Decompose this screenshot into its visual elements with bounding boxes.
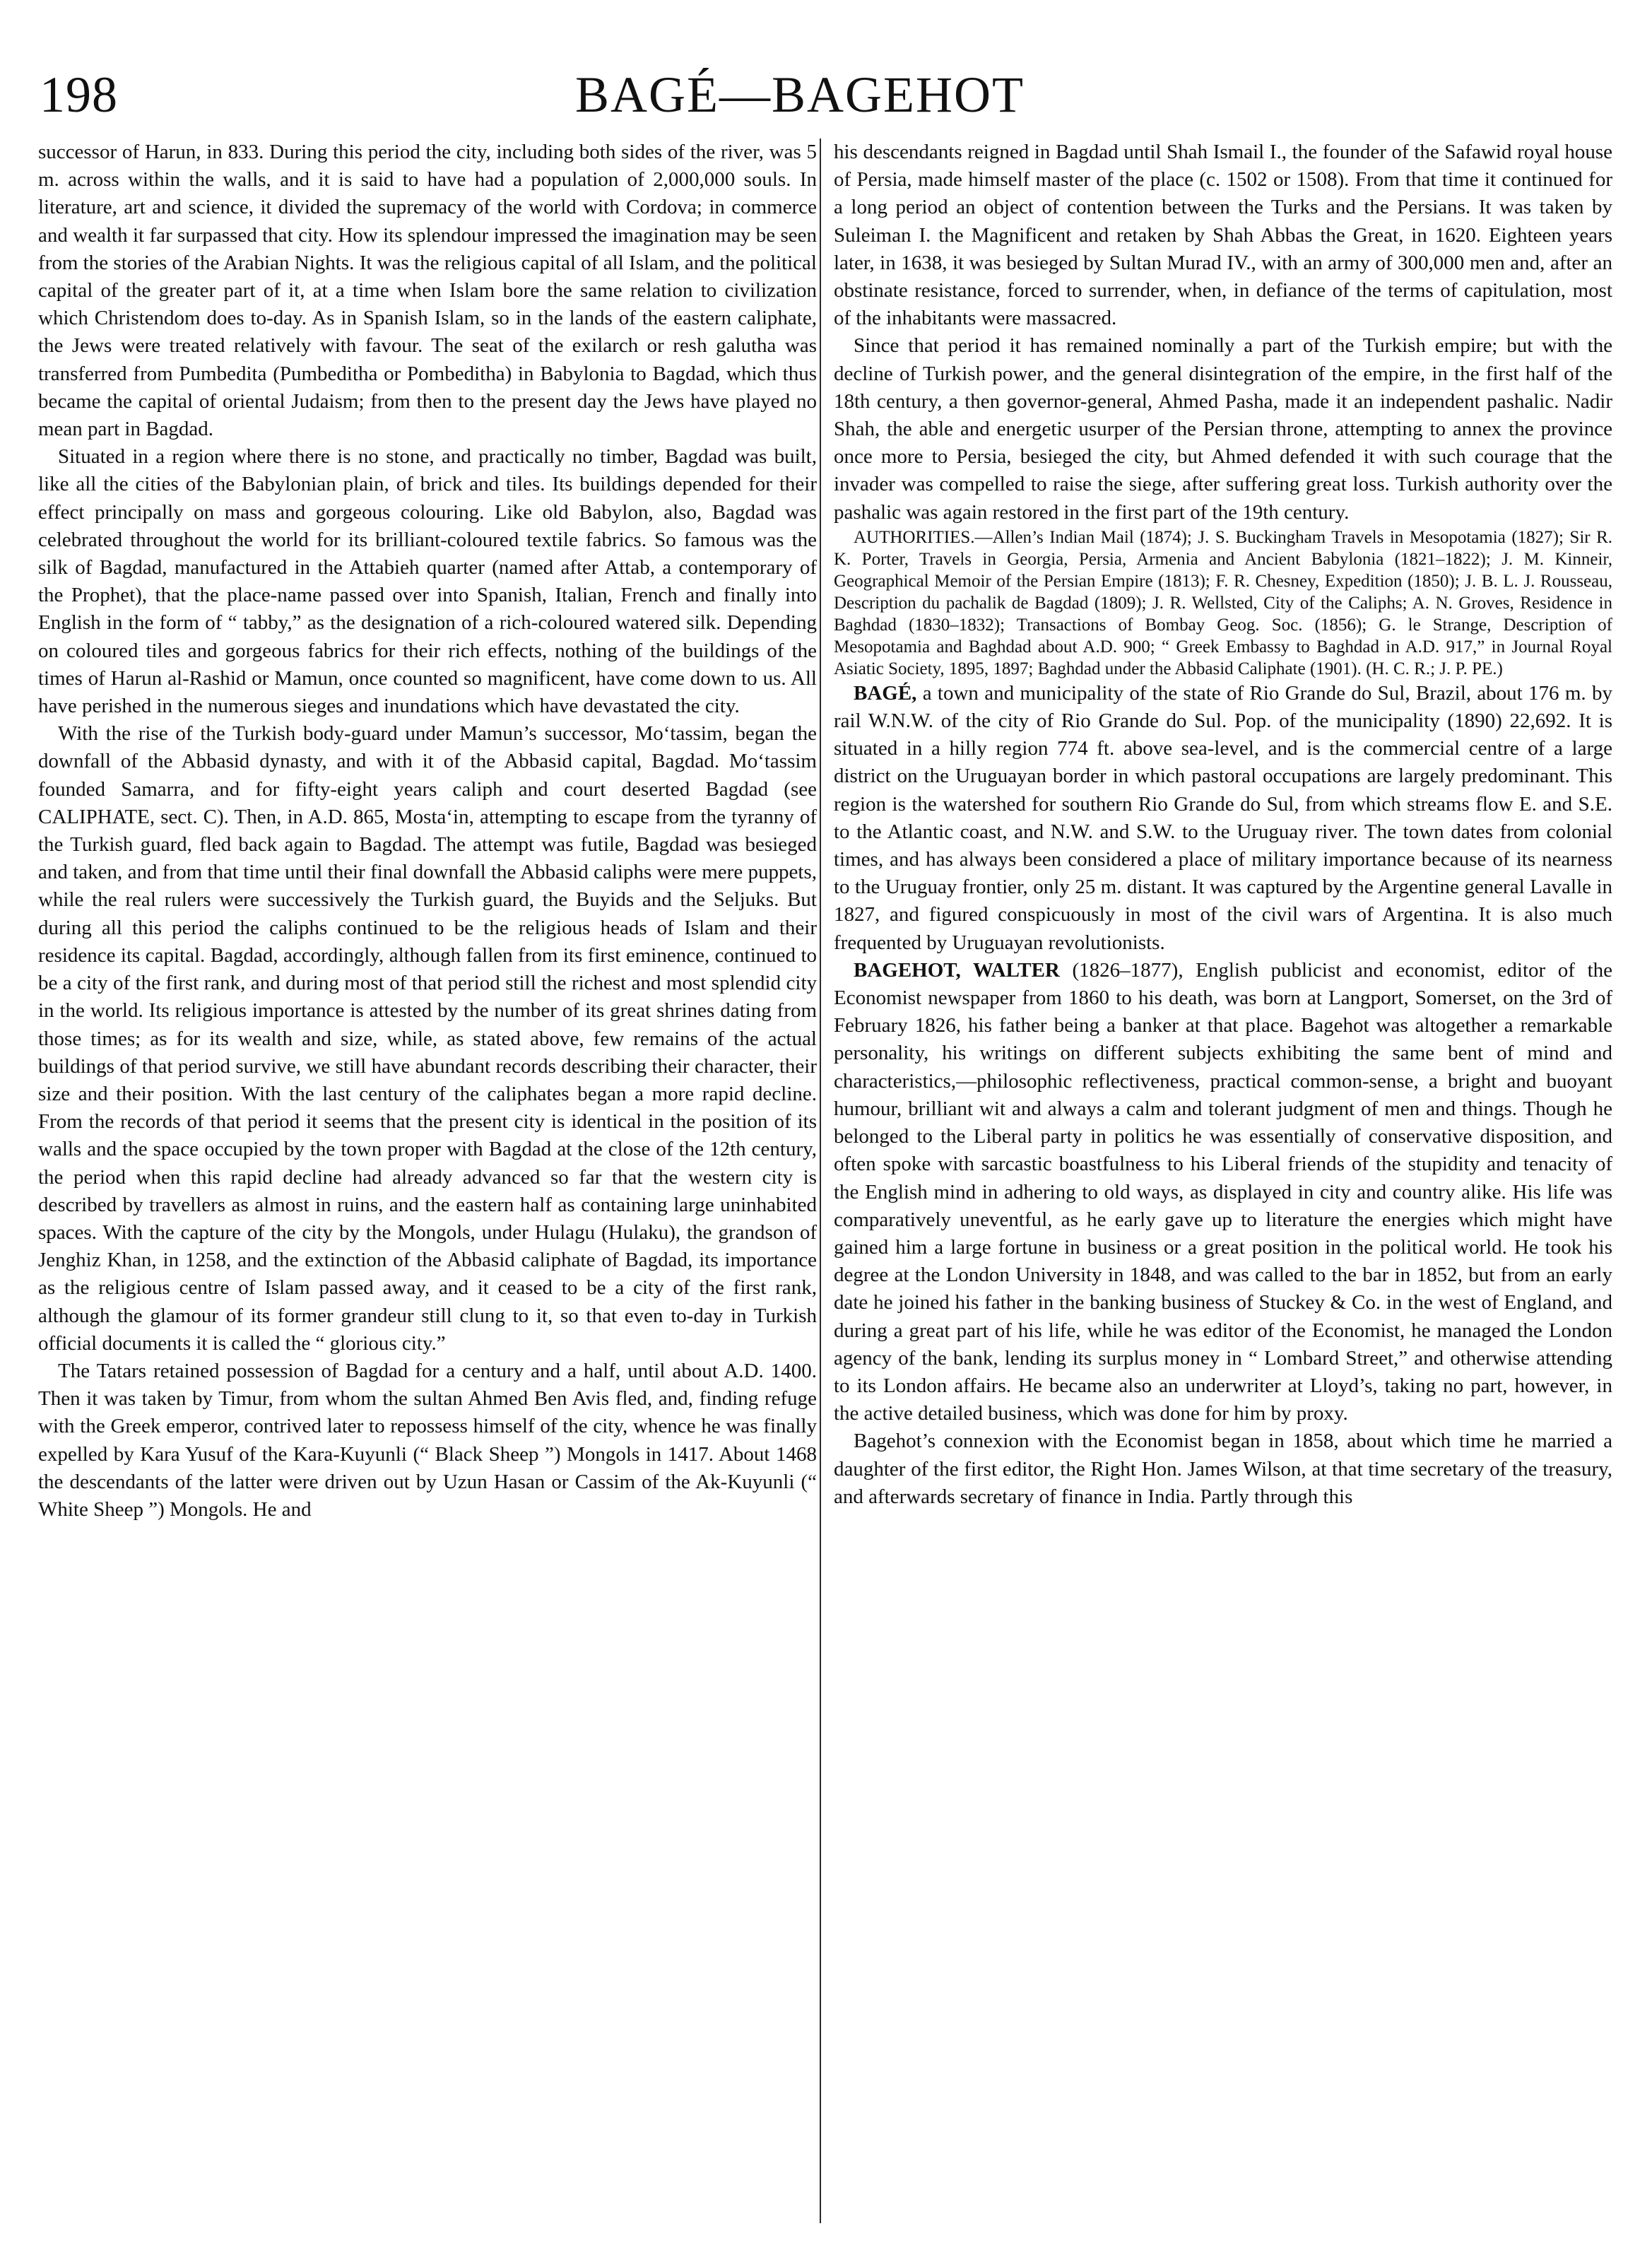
entry-bage xyxy=(834,680,1612,957)
paragraph-bagdad-persians: his descendants reigned in Bagdad until Shah Ismail I., the founder of the Safawid royal house of Persia, made himself master of the place (c. 1502 or 1508). From that time it continued for a long period an object of contention between the Turks and the Persians. It was taken by Suleiman I. the Magnificent and retaken by Shah Abbas the Great, in 1620. Eighteen years later, in 1638, it was besieged by Sultan Murad IV., with an army of 300,000 men and, after an obstinate resistance, forced to surrender, when, in defiance of the terms of capitulation, most of the inhabitants were massacred. xyxy=(834,141,1612,330)
entry-bage-text: a town and municipality of the state of Rio Grande do Sul, Brazil, about 176 m. by rail W.N.W. of the city of Rio Grande do Sul. Pop. of the municipality (1890) 22,692. It is situated in a hilly region 774 ft. above sea-level, and is the commercial centre of a large district on the Uruguayan border in which pastoral occupations are largely predominant. This region is the watershed for southern Rio Grande do Sul, from which streams flow E. and S.E. to the Atlantic coast, and N.W. and S.W. to the Uruguay river. The town dates from colonial times, and has always been considered a place of military importance because of its nearness to the Uruguay frontier, only 25 m. distant. It was captured by the Argentine general Lavalle in 1827, and figured conspicuously in most of the civil wars of Argentina. It is also much frequented by Uruguayan revolutionists. xyxy=(834,681,1612,954)
paragraph-bagdad-tatars: The Tatars retained possession of Bagdad for a century and a half, until about A.D. 1400. Then it was taken by Timur, from whom the sultan Ahmed Ben Avis fled, and, finding refuge with the Greek emperor, contrived later to repossess himself of the city, whence he was finally expelled by Kara Yusuf of the Kara-Kuyunli (“ Black Sheep ”) Mongols in 1417. About 1468 the descendants of the latter were driven out by Uzun Hasan or Cassim of the Ak-Kuyunli (“ White Sheep ”) Mongols. He and xyxy=(38,1359,817,1521)
entry-bagehot-text: (1826–1877), English publicist and economist, editor of the Economist newspaper from 1860 to his death, was born at Langport, Somerset, on the 3rd of February 1826, his father being a banker at that place. Bagehot was altogether a remarkable personality, his writings on different subjects exhibiting the same bent of mind and characteristics,—philosophic reflectiveness, practical common-sense, a bright and buoyant humour, brilliant wit and always a calm and tolerant judgment of men and things. Though he belonged to the Liberal party in politics he was essentially of conservative disposition, and often spoke with sarcastic boastfulness to his Liberal friends of the stupidity and tenacity of the English mind in adhering to old ways, as displayed in city and country alike. His life was comparatively uneventful, as he early gave up to literature the energies which might have gained him a large fortune in business or a great position in the political world. He took his degree at the London University in 1848, and was called to the bar in 1852, but from an early date he joined his father in the banking business of Stuckey & Co. in the west of England, and during a great part of his life, while he was editor of the Economist, he managed the London agency of the bank, lending its surplus money in “ Lombard Street,” and otherwise attending to its London affairs. He became also an underwriter at Lloyd’s, taking no part, however, in the active detailed business, which was done for him by proxy. xyxy=(834,958,1612,1425)
authorities-list: AUTHORITIES.—Allen’s Indian Mail (1874); J. S. Buckingham Travels in Mesopotamia (1827); Sir R. K. Porter, Travels in Georgia, Persia, Armenia and Ancient Babylonia (1821–1822); J. M. Kinneir, Geographical Memoir of the Persian Empire (1813); F. R. Chesney, Expedition (1850); J. B. L. J. Rousseau, Description du pachalik de Bagdad (1809); J. R. Wellsted, City of the Caliphs; A. N. Groves, Residence in Baghdad (1830–1832); Transactions of Bombay Geog. Soc. (1856); G. le Strange, Description of Mesopotamia and Baghdad about A.D. 900; “ Greek Embassy to Baghdad in A.D. 917,” in Journal Royal Asiatic Society, 1895, 1897; Baghdad under the Abbasid Caliphate (1901). (H. C. R.; J. P. PE.) xyxy=(834,527,1612,678)
right-column xyxy=(834,139,1612,2230)
paragraph-bagdad-decline: With the rise of the Turkish body-guard under Mamun’s successor, Mo‘tassim, began the downfall of the Abbasid dynasty, and with it of the Abbasid capital, Bagdad. Mo‘tassim founded Samarra, and for fifty-eight years caliph and court deserted Bagdad (see CALIPHATE, sect. C). Then, in A.D. 865, Mosta‘in, attempting to escape from the tyranny of the Turkish guard, fled back again to Bagdad. The attempt was futile, Bagdad was besieged and taken, and from that time until their final downfall the Abbasid caliphs were mere puppets, while the real rulers were successively the Turkish guard, the Buyids and the Seljuks. But during all this period the caliphs continued to be the religious heads of Islam and their residence its capital. Bagdad, accordingly, although fallen from its first eminence, continued to be a city of the first rank, and during most of that period still the richest and most splendid city in the world. Its religious importance is attested by the number of its great shrines dating from those times; as for its wealth and size, while, as stated above, few remains of the actual buildings of that period survive, we still have abundant records describing their character, their size and their position. With the last century of the caliphates began a more rapid decline. From the records of that period it seems that the present city is identical in the position of its walls and the space occupied by the town proper with Bagdad at the close of the 12th century, the period when this rapid decline had already advanced so far that the western city is described by travellers as almost in ruins, and the eastern half as containing large uninhabited spaces. With the capture of the city by the Mongols, under Hulagu (Hulaku), the grandson of Jenghiz Khan, in 1258, and the extinction of the Abbasid caliphate of Bagdad, its importance as the religious centre of Islam passed away, and it ceased to be a city of the first rank, although the glamour of its former grandeur still clung to it, so that even to-day in Turkish official documents it is called the “ glorious city.” xyxy=(38,722,817,1355)
running-head-title: BAGÉ—BAGEHOT xyxy=(575,66,1025,123)
left-column xyxy=(38,139,817,2230)
page-number: 198 xyxy=(40,66,118,123)
entry-bagehot xyxy=(834,957,1612,1427)
paragraph-bagdad-golden-age: successor of Harun, in 833. During this period the city, including both sides of the river, was 5 m. across within the walls, and it is said to have had a population of 2,000,000 souls. In literature, art and science, it divided the supremacy of the world with Cordova; in commerce and wealth it far surpassed that city. How its splendour impressed the imagination may be seen from the stories of the Arabian Nights. It was the religious capital of all Islam, and the political capital of the greater part of it, at a time when Islam bore the same relation to civilization which Christendom does to-day. As in Spanish Islam, so in the lands of the eastern caliphate, the Jews were treated relatively with favour. The seat of the exilarch or resh galutha was transferred from Pumbedita (Pumbeditha or Pombeditha) in Babylonia to Bagdad, which thus became the capital of oriental Judaism; from then to the present day the Jews have played no mean part in Bagdad. xyxy=(38,141,817,441)
column-divider xyxy=(820,139,821,2223)
paragraph-bagdad-buildings: Situated in a region where there is no stone, and practically no timber, Bagdad was built, like all the cities of the Babylonian plain, of brick and tiles. Its buildings depended for their effect principally on mass and gorgeous colouring. Like old Babylon, also, Bagdad was celebrated throughout the world for its brilliant-coloured textile fabrics. So famous was the silk of Bagdad, manufactured in the Attabieh quarter (named after Attab, a contemporary of the Prophet), that the place-name passed over into Spanish, Italian, French and finally into English in the form of “ tabby,” as the designation of a rich-coloured watered silk. Depending on coloured tiles and gorgeous fabrics for their rich effects, nothing of the buildings of the times of Harun al-Rashid or Mamun, once counted so magnificent, have come down to us. All have perished in the numerous sieges and inundations which have devastated the city. xyxy=(38,445,817,718)
headword-bage: BAGÉ, xyxy=(854,681,917,705)
headword-bagehot: BAGEHOT, WALTER xyxy=(854,958,1060,982)
paragraph-bagehot-economist: Bagehot’s connexion with the Economist began in 1858, about which time he married a daughter of the first editor, the Right Hon. James Wilson, at that time secretary of the treasury, and afterwards secretary of finance in India. Partly through this xyxy=(834,1430,1612,1508)
paragraph-bagdad-turkish-empire: Since that period it has remained nominally a part of the Turkish empire; but with the decline of Turkish power, and the general disintegration of the empire, in the first half of the 18th century, a then governor-general, Ahmed Pasha, made it an independent pashalic. Nadir Shah, the able and energetic usurper of the Persian throne, attempting to annex the province once more to Persia, besieged the city, but Ahmed defended it with such courage that the invader was compelled to raise the siege, after suffering great loss. Turkish authority over the pashalic was again restored in the first part of the 19th century. xyxy=(834,334,1612,524)
page-header xyxy=(40,59,1560,130)
